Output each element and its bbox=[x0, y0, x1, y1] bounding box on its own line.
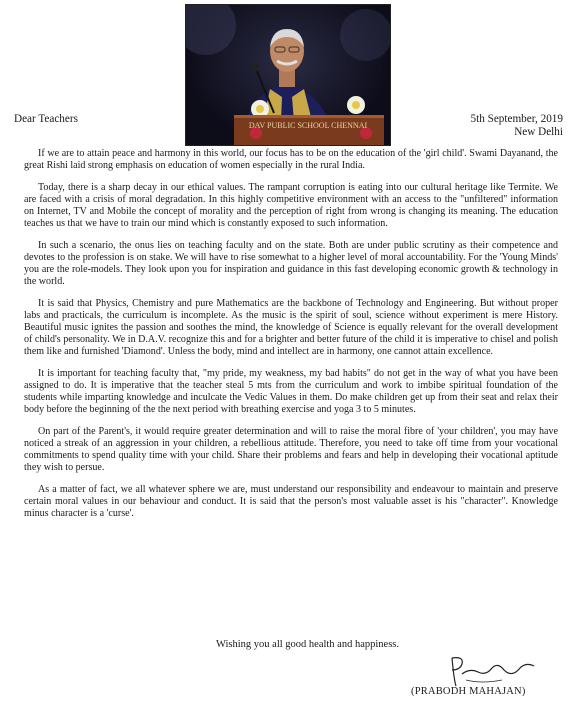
signer-name: (PRABODH MAHAJAN) bbox=[411, 686, 526, 697]
paragraph: It is important for teaching faculty that, "my pride, my weakness, my bad habits" do not get in the way of what you have been assigned to do. It is imperative that the teacher steal 5 mts from the curriculum and work to imbibe spiritual foundation of the students while imparting knowledge and inculcate the Vedic Values in them. Do make children get up from their seat and relax their body before the beginning of the the next period with breathing exercise and yoga 3 to 5 minutes. bbox=[24, 367, 558, 416]
letter-place: New Delhi bbox=[514, 126, 563, 138]
paragraph: It is said that Physics, Chemistry and pure Mathematics are the backbone of Technology and Engineering. But without proper labs and practicals, the curriculum is incomplete. As the music is the spirit of soul, science without experiment is mere History. Beautiful music ignites the passion and soothes the mind, the knowledge of Science is equally relevant for the overall development of child's personality. We in D.A.V. recognize this and for a brighter and better future of the child it is imperative to chisel and polish them like and furnished 'Diamond'. Unless the body, mind and intellect are in harmony, one cannot attain excellence. bbox=[24, 297, 558, 358]
date-block bbox=[471, 113, 563, 139]
paragraph: Today, there is a sharp decay in our ethical values. The rampant corruption is eating into our cultural heritage like Termite. We are faced with a crisis of moral degradation. In this highly competitive environment with an access to the "unfiltered" information on Internet, TV and Mobile the concept of morality and the perception of right from wrong is changing its meaning. The education teaches us that we have to train our mind which is constantly exposed to such information. bbox=[24, 181, 558, 230]
podium-banner: DAV PUBLIC SCHOOL CHENNAI bbox=[248, 121, 368, 130]
speaker-photo-illustration bbox=[186, 5, 390, 145]
salutation: Dear Teachers bbox=[14, 113, 78, 125]
letter-date: 5th September, 2019 bbox=[470, 113, 563, 125]
speaker-photo bbox=[185, 4, 391, 146]
letter-body bbox=[24, 148, 558, 530]
paragraph: On part of the Parent's, it would require greater determination and will to raise the moral fibre of 'your children', you may have noticed a streak of an aggression in your children, a rebellious attitude. Therefore, you need to take off time from your vocational commitments to spend quality time with your child. Share their problems and fears and help in developing their vocational aptitude they wish to persue. bbox=[24, 425, 558, 474]
paragraph: In such a scenario, the onus lies on teaching faculty and on the state. Both are under public scrutiny as their competence and devotes to the profession is on stake. We will have to rise somewhat to a higher level of moral accountability. For the 'Young Minds' you are the role-models. They look upon you for inspiration and guidance in this fast developing economic growth & technology in the world. bbox=[24, 239, 558, 288]
paragraph: As a matter of fact, we all whatever sphere we are, must understand our responsibility and endeavour to maintain and preserve certain moral values in our behaviour and conduct. It is said that the person's most valuable asset is his "character". Knowledge minus character is a 'curse'. bbox=[24, 483, 558, 519]
paragraph: If we are to attain peace and harmony in this world, our focus has to be on the education of the 'girl child'. Swami Dayanand, the great Rishi laid strong emphasis on education of women especially in the rural India. bbox=[24, 148, 558, 172]
closing-line: Wishing you all good health and happiness. bbox=[216, 639, 400, 650]
